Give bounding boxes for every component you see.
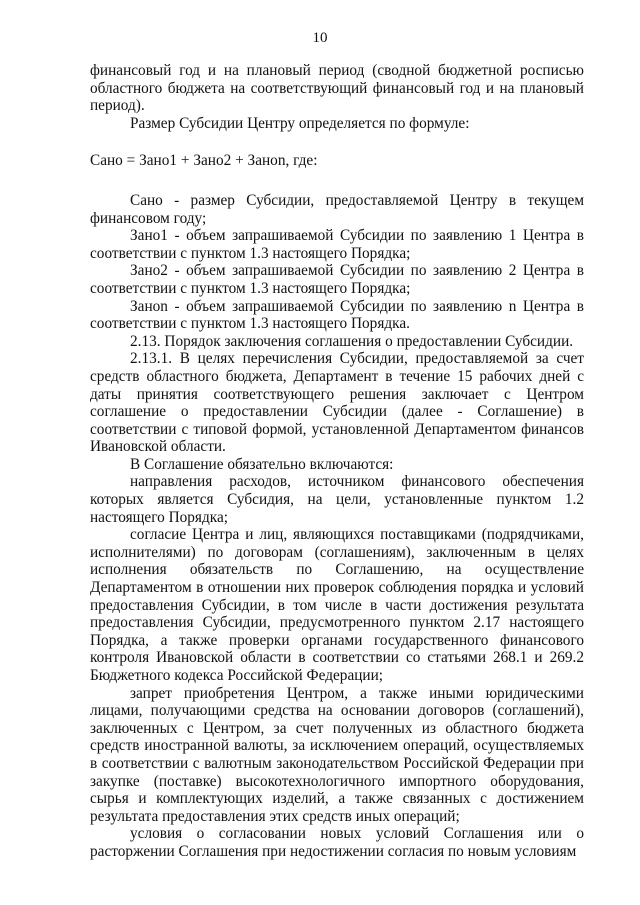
paragraph-continuation: финансовый год и на плановый период (сводной бюджетной росписью областного бюджета на соответствующий финансовый год и на плановый период). [90,62,584,115]
paragraph-currency-ban: запрет приобретения Центром, а также иными юридическими лицами, получающими средства на основании договоров (соглашений), заключенных с Центром, за счет полученных из областного бюджета средств иностранной валюты, за исключением операций, осуществляемых в соответствии с валютным законодательством Российской Федерации при закупке (поставке) высокотехнологичного импортного оборудования, сырья и комплектующих изделий, а также связанных с достижением результата предоставления этих средств иных операций; [90,684,584,825]
paragraph-new-conditions: условия о согласовании новых условий Соглашения или о расторжении Соглашения при недостижении согласия по новым условиям [90,825,584,860]
paragraph-definition-zano2: Зано2 - объем запрашиваемой Субсидии по заявлению 2 Центра в соответствии с пунктом 1.3 настоящего Порядка; [90,262,584,297]
paragraph-definition-zanon: Заноn - объем запрашиваемой Субсидии по заявлению n Центра в соответствии с пунктом 1.3 настоящего Порядка. [90,297,584,333]
paragraph-formula-intro: Размер Субсидии Центру определяется по формуле: [130,114,470,132]
paragraph-expense-directions: направления расходов, источником финансового обеспечения которых является Субсидия, на цели, установленные пунктом 1.2 настоящего Порядка; [90,473,584,526]
page-number: 10 [312,30,328,46]
formula: Сано = Зано1 + Зано2 + Заноn, где: [90,152,318,170]
paragraph-definition-sano: Сано - размер Субсидии, предоставляемой Центру в текущем финансовом году; [90,191,584,227]
paragraph-section-2-13: 2.13. Порядок заключения соглашения о предоставлении Субсидии. [130,332,574,350]
document-body [90,62,584,861]
paragraph-section-2-13-1: 2.13.1. В целях перечисления Субсидии, предоставляемой за счет средств областного бюджета, Департамент в течение 15 рабочих дней с даты принятия соответствующего решения заключает с Центром соглашение о предоставлении Субсидии (далее - Соглашение) в соответствии с типовой формой, установленной Департаментом финансов Ивановской области. [90,350,584,456]
paragraph-definition-zano1: Зано1 - объем запрашиваемой Субсидии по заявлению 1 Центра в соответствии с пунктом 1.3 настоящего Порядка; [90,227,584,262]
paragraph-consent: согласие Центра и лиц, являющихся поставщиками (подрядчиками, исполнителями) по договорам (соглашениям), заключенным в целях исполнения обязательств по Соглашению, на осуществление Департаментом в отношении них проверок соблюдения порядка и условий предоставления Субсидии, в том числе в части достижения результата предоставления Субсидии, предусмотренного пунктом 2.17 настоящего Порядка, а также проверки органами государственного финансового контроля Ивановской области в соответствии со статьями 268.1 и 269.2 Бюджетного кодекса Российской Федерации; [90,526,584,684]
paragraph-agreement-includes: В Соглашение обязательно включаются: [130,455,394,473]
